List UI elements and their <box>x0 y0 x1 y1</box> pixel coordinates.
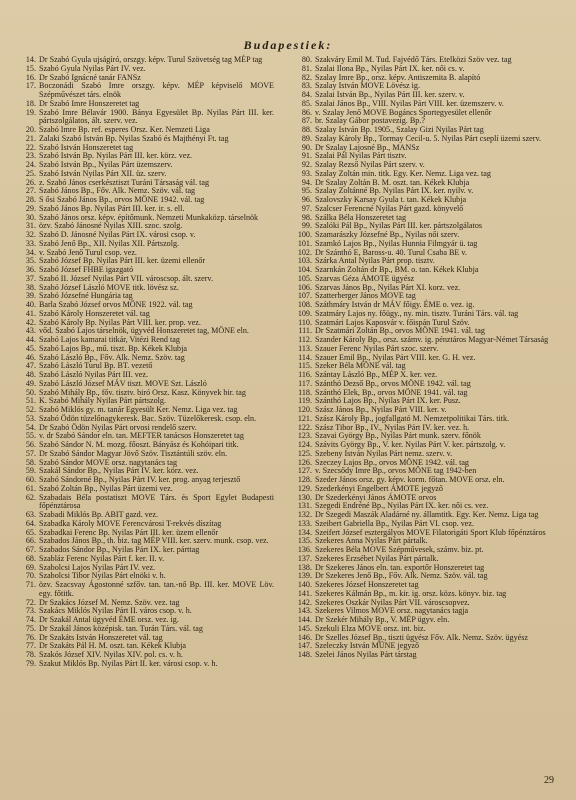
entry-text: Dr Szabó Imre Honszeretet tag <box>39 98 140 108</box>
entry-number: 20. <box>25 125 36 134</box>
entry-text: Szabó Józsefné Hungária tag <box>39 291 133 301</box>
entry-number: 143. <box>297 606 312 616</box>
entry-text: Szabó István Bp., Nyilas Párt üzemszerv. <box>39 160 173 169</box>
entry-number: 125. <box>297 448 312 458</box>
entry-number: 129. <box>297 483 312 493</box>
entry-text: Dr Szabó Sándor Magyar Jövő Szöv. Tisztántúli szöv. eln. <box>39 448 228 458</box>
entry-number: 70. <box>25 571 36 581</box>
list-item <box>16 660 274 669</box>
entry-number: 48. <box>25 370 36 379</box>
entry-number: 47. <box>25 361 36 371</box>
entry-number: 148. <box>297 650 312 659</box>
entry-number: 71. <box>25 580 36 589</box>
entry-text: Szalovszky Karsay Gyula t. tan. Kékek Klubja <box>315 195 467 204</box>
entry-number: 55. <box>25 431 36 441</box>
entry-text: Szabó József FHBE igazgató <box>39 265 134 274</box>
entry-text: Szász Károly Bp., jogfallgató M. Nemzetpolitikai Társ. titk. <box>315 413 510 423</box>
entry-text: Szekeres Kálmán Bp., m. kir. ig. orsz. közs. könyv. biz. tag <box>315 588 507 598</box>
entry-text: Szabó Lajos kamarai titkár, Vitézi Rend tag <box>39 335 180 344</box>
entry-number: 122. <box>297 422 312 432</box>
entry-text: Szegedi Endréné Bp., Nyilas Párt IX. ker. női cs. vez. <box>315 501 489 511</box>
entry-text: Szeibert Gabriella Bp., Nyilas Párt VI. csop. vez. <box>315 518 474 528</box>
entry-number: 133. <box>297 518 312 528</box>
entry-number: 84. <box>301 90 312 99</box>
entry-number: 126. <box>297 457 312 467</box>
entry-text: Szász Tibor Bp., IV., Nyilas Párt IV. ker. vez. h. <box>315 422 470 432</box>
list-item <box>16 109 274 127</box>
entry-text: Szarnkán Zoltán dr Bp., BM. o. tan. Kékek Klubja <box>315 265 479 274</box>
entry-text: Szánthó Lajos Bp., Nyilas Párt IX. ker. Pusz. <box>315 396 461 406</box>
entry-number: 61. <box>25 483 36 493</box>
entry-number: 123. <box>297 431 312 441</box>
entry-text: v. dr Szabó Sándor eln. tan. MEFTER tanácsos Honszeretet tag <box>39 431 244 441</box>
entry-text: Szamarászky Józsefné Bp., Nyilas női szerv. <box>315 230 460 239</box>
entry-text: Szabó István Bp. Nyilas Párt III. ker. körz. vez. <box>39 151 193 161</box>
entry-number: 80. <box>301 55 312 64</box>
entry-text: özv. Szacsvay Ágostonné szfőv. tan. tan.-nő Bp. III. ker. MOVE Löv. egy. főtitk. <box>39 580 274 598</box>
entry-number: 103. <box>297 256 312 266</box>
entry-text: Szeifert József esztergályos MOVE Filatorigáti Sport Klub főpénztáros <box>315 527 546 537</box>
entry-text: Dr Szederkényi János ÁMOTE orvos <box>315 492 437 502</box>
entry-number: 115. <box>298 361 312 371</box>
entry-text: Szalai Pál Nyilas Párt tisztv. <box>315 151 407 161</box>
entry-text: Szalai Ilona Bp., Nyilas Párt IX. ker. női cs. v. <box>315 63 465 73</box>
entry-text: Dr Szabó Ödön Nyilas Párt orvosi rendelő szerv. <box>39 422 197 432</box>
entry-text: Szabó Sándor N. M. mozg. főoszt. Bányász és Kohóipari titk. <box>39 440 239 449</box>
entry-number: 65. <box>25 527 36 537</box>
entry-number: 118. <box>298 387 312 397</box>
entry-text: Dr Szekeres Jenő Bp., Főv. Alk. Nemz. Szöv. vál. tag <box>315 571 488 581</box>
entry-text: Szabó Imre Bélavár 1900. Bánya Egyesület Bp. Nyilas Párt III. ker. pártszolgálatos, ált. szerv. vez. <box>39 107 274 126</box>
entry-text: Dr Szelles József Bp., tiszti ügyész Főv. Alk. Nemz. Szöv. ügyész <box>315 632 528 642</box>
entry-text: Szabó II. József Nyilas Párt VII. városcsop. ált. szerv. <box>39 273 213 283</box>
entry-number: 24. <box>25 160 36 169</box>
entry-text: Szabadkai Ferenc Bp. Nyilas Párt III. ker. üzem ellenőr <box>39 527 219 537</box>
entry-text: Szabó János Bp., Főv. Alk. Nemz. Szöv. vál. tag <box>39 186 196 196</box>
entry-number: 93. <box>301 168 312 178</box>
entry-text: Szabó János orsz. képv. építőmunk. Nemzeti Munkaközp. társelnök <box>39 212 259 222</box>
list-item <box>16 494 274 512</box>
entry-text: Szalay Rezső Nyilas Párt szerv. v. <box>315 160 425 169</box>
entry-number: 132. <box>297 510 312 519</box>
list-item <box>16 581 274 599</box>
entry-text: Szabados Sándor Bp., Nyilas Párt IX. ker. párttag <box>39 545 200 554</box>
entry-number: 89. <box>301 133 312 143</box>
entry-number: 79. <box>25 658 36 668</box>
entry-text: Szánthó Elek, Bp., orvos MÖNE 1941. vál. tag <box>315 387 468 397</box>
entry-text: Szabó László Bp., Főv. Alk. Nemz. Szöv. tag <box>39 352 185 362</box>
entry-number: 30. <box>25 212 36 222</box>
entry-text: Szabó Gyula Nyilas Párt IV. vez. <box>39 63 146 73</box>
entry-text: Szabó László Nyilas Párt III. vez. <box>39 370 149 379</box>
entry-number: 19. <box>25 107 36 117</box>
entry-text: Szekuli Elza MOVE orsz. int. biz. <box>315 623 426 633</box>
entry-text: Szakut Miklós Bp. Nyilas Párt II. ker. városi csop. v. h. <box>39 658 218 668</box>
entry-number: 113. <box>298 343 312 353</box>
entry-number: 69. <box>25 562 36 572</box>
entry-number: 145. <box>297 623 312 633</box>
entry-text: z. Szabó János cserkésztiszt Turáni Társaság vál. tag <box>39 177 210 187</box>
entry-number: 130. <box>297 492 312 502</box>
left-column <box>16 56 274 669</box>
entry-text: Szabó Imre Bp. ref. esperes Orsz. Ker. Nemzeti Liga <box>39 125 210 134</box>
page-number: 29 <box>544 775 554 786</box>
entry-number: 27. <box>25 186 36 196</box>
entry-number: 49. <box>25 378 36 388</box>
entry-number: 34. <box>25 247 36 257</box>
entry-text: Szabó István Honszeretet tag <box>39 142 134 152</box>
entry-number: 36. <box>25 265 36 274</box>
entry-text: Boczonádi Szabó Imre orszgy. képv. MÉP képviselő MOVE Szépművészet társ. elnök <box>39 81 274 99</box>
entry-number: 112. <box>298 335 312 344</box>
entry-number: 76. <box>25 632 36 642</box>
entry-text: Szabó Sándorné Bp., Nyilas Párt IV. ker. prog. anyag terjesztő <box>39 475 241 484</box>
entry-number: 74. <box>25 615 36 624</box>
list-item <box>16 82 274 100</box>
entry-number: 135. <box>297 536 312 546</box>
entry-number: 94. <box>301 177 312 187</box>
entry-text: Barla Szabó József orvos MÖNE 1922. vál. tag <box>39 300 193 309</box>
entry-text: Szekeres József Honszeretet tag <box>315 580 419 589</box>
entry-text: Szabó Károly Honszeretet vál. tag <box>39 308 150 318</box>
entry-number: 120. <box>297 405 312 414</box>
entry-number: 91. <box>301 151 312 161</box>
entry-text: Szauer Emil Bp., Nyilas Párt VIII. ker. G. H. vez. <box>315 352 476 362</box>
entry-text: Szabó Ödön tüzelőnagykeresk. Bac. Szöv. Tüzelőkeresk. csop. eln. <box>39 413 257 423</box>
entry-text: Szabó László Turul Bp. BT. vezető <box>39 361 153 371</box>
entry-text: Szatmáry Lajos ny. főügy., ny. min. tisztv. Turáni Társ. vál. tag <box>315 308 519 318</box>
entry-text: Dr Szalay Lajosné Bp., MANSz <box>315 142 420 152</box>
entry-number: 68. <box>25 553 36 563</box>
entry-text: Szabó Károly Bp. Nyilas Párt VIII. ker. prop. vez. <box>39 317 201 327</box>
entry-number: 78. <box>25 650 36 659</box>
entry-number: 104. <box>297 265 312 274</box>
entry-number: 139. <box>297 571 312 581</box>
entry-number: 127. <box>297 466 312 476</box>
entry-text: Szekeres Anna Nyilas Párt pártalk. <box>315 536 428 546</box>
entry-number: 31. <box>25 221 36 231</box>
entry-number: 98. <box>301 212 312 222</box>
entry-text: Szarvas Géza ÁMOTE ügyész <box>315 273 415 283</box>
entry-number: 109. <box>297 308 312 318</box>
entry-number: 15. <box>25 63 36 73</box>
entry-number: 102. <box>297 247 312 257</box>
entry-text: Szeder János orsz. gy. képv. korm. főtan. MOVE orsz. eln. <box>315 475 505 484</box>
entry-number: 111. <box>298 326 312 336</box>
entry-number: 40. <box>25 300 36 309</box>
entry-text: Szalcser Ferencné Nyilas Párt gazd. könyvelő <box>315 203 464 213</box>
entry-text: v. Szalay Jenő MOVE Bogáncs Sportegyesület ellenőr <box>315 107 492 117</box>
entry-number: 52. <box>25 405 36 414</box>
entry-number: 92. <box>301 160 312 169</box>
entry-text: Szabó Mihály Bp., főv. tisztv. biró Orsz. Kasz. Könyvek bir. tag <box>39 387 246 397</box>
entry-text: Dr Szegedi Maszák Aladárné ny. államtitk. Egy. Ker. Nemz. Liga tag <box>315 510 539 519</box>
entry-number: 62. <box>25 492 36 502</box>
entry-text: Szánthó Dezső Bp., orvos MÖNE 1942. vál. tag <box>315 378 471 388</box>
entry-text: Szalay Károly Bp., Tormay Cecil-u. 5. Nyilas Párt cseplí üzemi szerv. <box>315 133 541 143</box>
entry-text: Szalay Zoltánné Bp. Nyilas Párt IX. ker. nyilv. v. <box>315 186 474 196</box>
entry-number: 124. <box>297 440 312 449</box>
entry-number: 18. <box>25 98 36 108</box>
entry-number: 96. <box>301 195 312 204</box>
entry-text: Dr Szakál Antal ügyvéd ÉME orsz. vez. ig. <box>39 615 179 624</box>
entry-number: 32. <box>25 230 36 239</box>
entry-number: 33. <box>25 238 36 248</box>
entry-number: 14. <box>25 55 36 64</box>
entry-text: Szakós József XIV. Nyilas XIV. pol. cs. v. h. <box>39 650 183 659</box>
entry-text: Szabó Zoltán Bp., Nyilas Párt üzemi vez. <box>39 483 173 493</box>
entry-number: 26. <box>25 177 36 187</box>
entry-text: Zalaki Szabó István Bp. Nyilas Szabó és Majthényi Ft. tag <box>39 133 229 143</box>
entry-number: 66. <box>25 536 36 546</box>
entry-number: 117. <box>298 378 312 388</box>
entry-text: Dr Szakáts István Honszeretet vál. tag <box>39 632 163 642</box>
entry-text: Dr Szánthó E, Baross-u. 40. Turul Csaba BE v. <box>315 247 467 257</box>
entry-number: 35. <box>25 256 36 266</box>
entry-number: 142. <box>297 597 312 607</box>
entry-text: Dr Szalay Zoltán B. M. oszt. tan. Kékek Klubja <box>315 177 470 187</box>
entry-number: 100. <box>297 230 312 239</box>
entry-text: Szalóki Pál Bp., Nyilas Párt III. ker. pártszolgálatos <box>315 221 483 231</box>
entry-number: 110. <box>298 317 312 327</box>
entry-text: Szabó Sándor MOVE orsz. nagytanács tag <box>39 457 178 467</box>
entry-text: Szabados János Bp., th. biz. tag MÉP VIII. ker. szerv. munk. csop. vez. <box>39 536 269 546</box>
entry-number: 58. <box>25 457 36 467</box>
entry-number: 38. <box>25 282 36 292</box>
entry-number: 88. <box>301 125 312 134</box>
entry-number: 144. <box>297 615 312 624</box>
entry-text: v. Szecsődy Imre Bp., orvos MÖNE tag 1942-ben <box>315 466 477 476</box>
entry-number: 28. <box>25 195 36 204</box>
entry-text: Szabó D. Jánosné Nyilas Párt IX. városi csop. v. <box>39 230 196 239</box>
entry-text: Szabó István Nyilas Párt XII. üz. szerv. <box>39 168 167 178</box>
entry-number: 138. <box>297 562 312 572</box>
entry-number: 67. <box>25 545 36 554</box>
entry-number: 22. <box>25 142 36 152</box>
entry-number: 107. <box>297 291 312 301</box>
entry-number: 134. <box>297 527 312 537</box>
list-item <box>292 651 550 660</box>
entry-number: 147. <box>297 641 312 651</box>
entry-number: 42. <box>25 317 36 327</box>
entry-text: Szauer Ferenc Nyilas Párt szoc. szerv. <box>315 343 439 353</box>
right-column <box>292 56 550 660</box>
entry-text: Szárka Antal Nyilas Párt prop. tisztv. <box>315 256 435 266</box>
entry-number: 95. <box>301 186 312 196</box>
entry-text: Szabadka Károly MOVE Ferencvárosi T-rekvés díszítag <box>39 518 222 528</box>
entry-text: Szeczey Lajos Bp., orvos MÖNE 1942. vál. tag <box>315 457 469 467</box>
entry-text: Szakál Sándor Bp., Nyilas Párt IV. ker. körz. vez. <box>39 466 199 476</box>
entry-number: 51. <box>25 396 36 406</box>
entry-number: 75. <box>25 623 36 633</box>
entry-number: 140. <box>297 580 312 589</box>
entry-text: Szabadi Miklós Bp. ABIT gazd. vez. <box>39 510 158 519</box>
entry-text: Dr Szekér Mihály Bp., V. MÉP ügyv. eln. <box>315 615 450 624</box>
entry-number: 25. <box>25 168 36 178</box>
page-header: Budapestiek: <box>243 38 333 52</box>
entry-text: Szander Károly Bp., orsz. számv. ig. pénztáros Magyar-Német Társaság <box>315 335 549 344</box>
entry-number: 86. <box>301 107 312 117</box>
entry-text: Szakváry Emil M. Tud. Fajvédő Társ. Etelközi Szöv vez. tag <box>315 55 512 64</box>
entry-number: 106. <box>297 282 312 292</box>
entry-text: Szabó József László MOVE titk. lövész sz. <box>39 282 179 292</box>
entry-text: Szálka Béla Honszeretet tag <box>315 212 407 222</box>
entry-number: 37. <box>25 273 36 283</box>
entry-text: br. Szalay Gábor postavezig. Bp.? <box>315 116 425 126</box>
entry-number: 101. <box>297 238 312 248</box>
entry-text: Szalay Imre Bp., orsz. képv. Antiszemita B. alapító <box>315 72 481 82</box>
entry-text: Dr Szabó Gyula ujságíró, orszgy. képv. Turul Szövetség tag MÉP tag <box>39 55 263 64</box>
entry-text: Szalay István Bp. 1905., Szalay Gizi Nyilas Párt tag <box>315 125 484 134</box>
entry-text: S ősi Szabó János Bp., orvos MÖNE 1942. vál. tag <box>39 195 205 204</box>
entry-text: Szávits György Bp., V. ker. Nyilas Párt V. ker. pártszolg. v. <box>315 440 506 449</box>
entry-number: 136. <box>297 545 312 554</box>
entry-number: 128. <box>297 475 312 484</box>
entry-text: Száthmáry István dr MÁV főigy. ÉME o. vez. ig. <box>315 300 475 309</box>
entry-text: Szalai János Bp., VIII. Nyilas Párt VIII. ker. üzemszerv. v. <box>315 98 504 108</box>
entry-text: Szekeres Vilmos MOVE orsz. nagytanács tagja <box>315 606 469 616</box>
entry-text: Szalay István MOVE Lövész ig. <box>315 81 420 91</box>
entry-number: 54. <box>25 422 36 432</box>
entry-text: Szeleczky István MÜNE jegyző <box>315 641 420 651</box>
entry-number: 45. <box>25 343 36 353</box>
entry-number: 46. <box>25 352 36 362</box>
entry-text: Szeker Béla MÖNE vál. tag <box>315 361 406 371</box>
entry-number: 60. <box>25 475 36 484</box>
entry-number: 83. <box>301 81 312 91</box>
entry-number: 77. <box>25 641 36 651</box>
entry-number: 105. <box>297 273 312 283</box>
entry-text: Szelei János Nyilas Párt társtag <box>315 650 417 659</box>
entry-number: 108. <box>297 300 312 309</box>
entry-text: Szekeres Oszkár Nyilas Párt VII. városcsopvez. <box>315 597 470 607</box>
entry-number: 119. <box>298 396 312 406</box>
entry-number: 23. <box>25 151 36 161</box>
entry-text: K. Szabó Mihály Nyilas Párt pártszolg. <box>39 396 167 406</box>
entry-number: 146. <box>297 632 312 642</box>
entry-number: 114. <box>298 352 312 362</box>
entry-number: 63. <box>25 510 36 519</box>
entry-text: Dr Szakáts Pál H. M. oszt. tan. Kékek Klubja <box>39 641 187 651</box>
entry-text: Szabolcsi Lajos Nyilas Párt IV. vez. <box>39 562 156 572</box>
entry-text: Dr Szakács József M. Nemz. Szöv. vez. tag <box>39 597 180 607</box>
entry-text: Szabláz Ferenc Nyilas Párt f. ker. II. v. <box>39 553 165 563</box>
entry-number: 137. <box>297 553 312 563</box>
entry-number: 116. <box>298 370 312 379</box>
entry-text: Szarvas János Bp., Nyilas Párt XI. korz. vez. <box>315 282 461 292</box>
entry-text: Szatterberger János MOVE tag <box>315 291 416 301</box>
entry-text: Dr Szabó Ignácné tanár FANSz <box>39 72 141 82</box>
entry-number: 56. <box>25 440 36 449</box>
entry-text: Szabó Jenő Bp., XII. Nyilas XII. Pártszolg. <box>39 238 180 248</box>
entry-number: 64. <box>25 518 36 528</box>
entry-number: 97. <box>301 203 312 213</box>
entry-text: Szabolcsi Tibor Nyilas Párt elnöki v. h. <box>39 571 166 581</box>
entry-number: 21. <box>25 133 36 143</box>
entry-text: Szalay Zoltán min. titk. Egy. Ker. Nemz. Liga vez. tag <box>315 168 491 178</box>
entry-number: 59. <box>25 466 36 476</box>
entry-number: 17. <box>25 81 36 91</box>
entry-number: 81. <box>301 63 312 73</box>
entry-number: 57. <box>25 448 36 458</box>
entry-number: 99. <box>301 221 312 231</box>
entry-text: Szabadais Béla postatiszt MOVE Társ. és Sport Egylet Budapesti főpénztárosa <box>39 492 274 511</box>
entry-number: 72. <box>25 597 36 607</box>
entry-text: Szatmári Lajos Kaposvár v. főispán Turul Szöv. <box>315 317 470 327</box>
entry-text: Szabó Miklós gy. m. tanár Egyesült Ker. Nemz. Liga vez. tag <box>39 405 238 414</box>
entry-number: 121. <box>297 413 312 423</box>
entry-number: 16. <box>25 72 36 82</box>
entry-number: 87. <box>301 116 312 126</box>
entry-number: 141. <box>297 588 312 598</box>
entry-number: 43. <box>25 326 36 336</box>
entry-number: 41. <box>25 308 36 318</box>
entry-text: Dr Szekeres János eln. tan. exportőr Honszeretet tag <box>315 562 485 572</box>
entry-number: 82. <box>301 72 312 82</box>
entry-number: 50. <box>25 387 36 397</box>
entry-text: Szebeny István Nyilas Párt nemz. szerv. v. <box>315 448 453 458</box>
entry-text: Szekeres Béla MOVE Szépművesek, számv. biz. pt. <box>315 545 484 554</box>
entry-number: 29. <box>25 203 36 213</box>
entry-text: Dr Szakál János középisk. tan. Turán Társ. vál. tag <box>39 623 203 633</box>
entry-text: Szabó József Bp. Nyilas Párt III. ker. üzemi ellenőr <box>39 256 206 266</box>
entry-text: Szabó János Bp. Nyilas Párt III. ker. ir. s. ell. <box>39 203 185 213</box>
entry-text: Szántay László Bp., MÉP X. ker. vez. <box>315 370 438 379</box>
entry-text: özv. Szabó Jánosné Nyilas XIII. szoc. szolg. <box>39 221 183 231</box>
entry-text: Szamkó Lajos Bp., Nyilas Hunnia Filmgyár ü. tag <box>315 238 478 248</box>
entry-text: Szavai György Bp., Nyilas Párt munk. szerv. főnök <box>315 431 481 441</box>
entry-number: 44. <box>25 335 36 344</box>
entry-text: Szederkényi Engelbert ÁMOTE jegyző <box>315 483 443 493</box>
entry-text: Szalai István Bp., Nyilas Párt III. ker. szerv. v. <box>315 90 465 99</box>
entry-number: 85. <box>301 98 312 108</box>
entry-text: Szabó Lajos Bp., mű. tiszt. Bp. Kékek Klubja <box>39 343 187 353</box>
entry-number: 131. <box>297 501 312 511</box>
entry-number: 53. <box>25 413 36 423</box>
entry-text: v. Szabó Jenő Turul csop. vez. <box>39 247 137 257</box>
entry-number: 39. <box>25 291 36 301</box>
entry-number: 73. <box>25 606 36 616</box>
entry-text: Szabó László József MÁV tiszt. MOVE Szt. László <box>39 378 207 388</box>
entry-text: Szász János Bp., Nyilas Párt VIII. ker. v. <box>315 405 447 414</box>
entry-text: Dr Szatmári Zoltán Bp., orvos MÖNE 1941. vál. tag <box>315 326 485 336</box>
entry-text: Szakács Miklós Nyilas Párt II. város csop. v. h. <box>39 606 192 616</box>
entry-text: Szekeres Erzsébet Nyilas Párt pártalk. <box>315 553 439 563</box>
entry-text: vőd. Szabó Lajos társelnök, ügyvéd Honszeretet tag, MÖNE eln. <box>39 326 249 336</box>
entry-number: 90. <box>301 142 312 152</box>
